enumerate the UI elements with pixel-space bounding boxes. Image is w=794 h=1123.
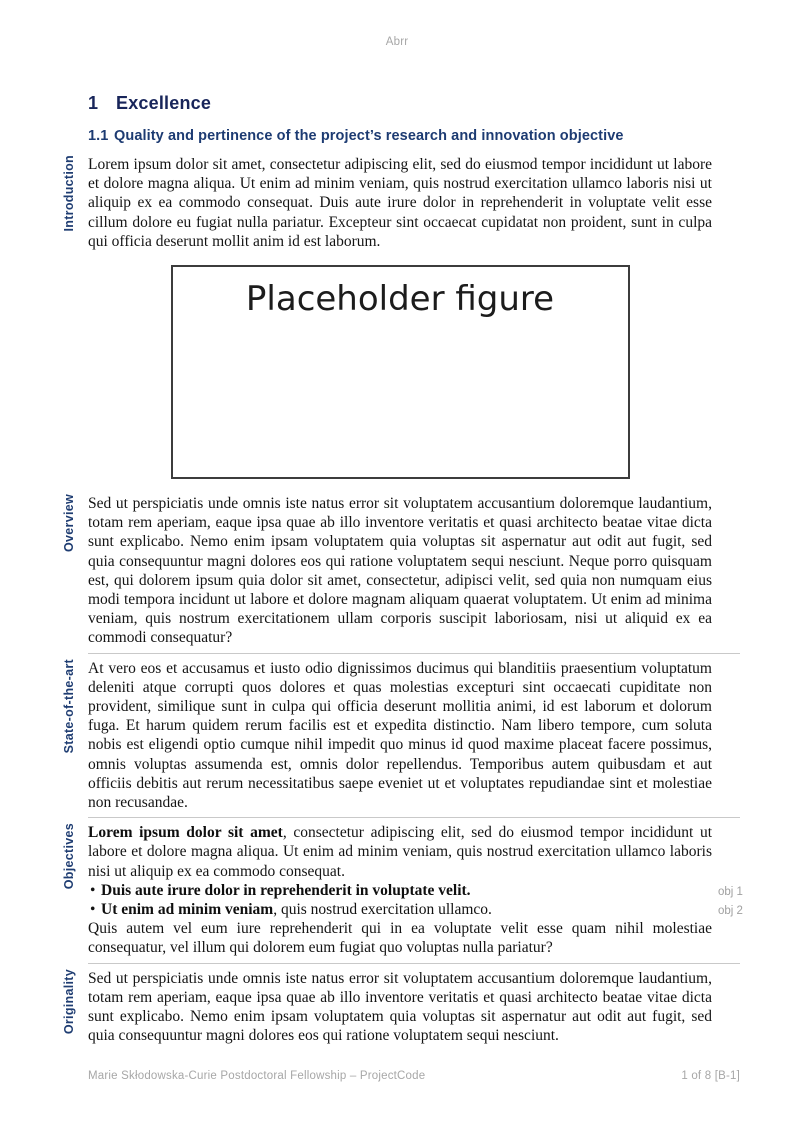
- figure-block: [88, 265, 712, 479]
- section-divider: [88, 653, 740, 654]
- placeholder-figure: [171, 265, 630, 479]
- page-footer: [88, 1070, 740, 1082]
- introduction-paragraph: Lorem ipsum dolor sit amet, consectetur adipiscing elit, sed do eiusmod tempor incididunt ut labore et dolore magna aliqua. Ut enim ad minim veniam, quis nostrud exercitation ullamco laboris nisi ut aliquip ex ea commodo consequat. Duis aute irure dolor in reprehenderit in voluptate velit esse cillum dolore eu fugiat nulla pariatur. Excepteur sint occaecat cupidatat non proident, sunt in culpa qui officia deserunt mollit anim id est laborum.: [88, 156, 712, 250]
- section-overview: [62, 494, 712, 648]
- section-state-of-the-art: [62, 658, 712, 813]
- section-introduction: [62, 155, 712, 251]
- objective-bullet-2: [88, 900, 743, 919]
- section-divider: [88, 817, 740, 818]
- footer-page-number: 1 of 8 [B-1]: [681, 1070, 740, 1082]
- state-of-the-art-paragraph: At vero eos et accusamus et iusto odio dignissimos ducimus qui blanditiis praesentium voluptatum deleniti atque corrupti quos dolores et quas molestias excepturi sint occaecati cupiditate non provident, similique sunt in culpa qui officia deserunt mollitia animi, id est laborum et dolorum fuga. Et harum quidem rerum facilis est et expedita distinctio. Nam libero tempore, cum soluta nobis est eligendi optio cumque nihil impedit quo minus id quod maxime placeat facere possimus, omnis voluptas assumenda est, omnis dolor repellendus. Temporibus autem quibusdam et aut officiis debitis aut rerum necessitatibus saepe eveniet ut et voluptates repudiandae sint et molestiae non recusandae.: [88, 659, 712, 812]
- running-header: Abrr: [385, 36, 409, 48]
- margin-note-obj-2: obj 2: [718, 905, 743, 918]
- section-originality: [62, 968, 712, 1046]
- objective-2-text: Ut enim ad minim veniam: [101, 901, 274, 919]
- bullet-icon: •: [90, 901, 96, 919]
- section-number: 1: [88, 93, 99, 113]
- objectives-intro-rest: , consectetur adipiscing elit, sed do eiusmod tempor incididunt ut labore et dolore magna aliqua. Ut enim ad minim veniam, quis nostrud exercitation ullamco laboris nisi ut aliquip ex ea commodo consequat.: [88, 824, 713, 880]
- objectives-intro-paragraph: [88, 823, 712, 881]
- subsection-title: Quality and pertinence of the project’s research and innovation objective: [114, 128, 624, 144]
- margin-label-introduction: Introduction: [62, 155, 76, 232]
- section-divider: [88, 963, 740, 964]
- margin-note-obj-1: obj 1: [718, 885, 743, 898]
- page-content: [62, 0, 743, 1046]
- objective-2-rest: , quis nostrud exercitation ullamco.: [273, 901, 492, 919]
- section-title: Excellence: [116, 93, 212, 113]
- objective-bullet-1: [88, 881, 743, 900]
- margin-label-originality: Originality: [62, 968, 76, 1034]
- margin-label-overview: Overview: [62, 494, 76, 553]
- section-heading: [88, 92, 712, 114]
- footer-document-title: Marie Skłodowska-Curie Postdoctoral Fellowship – ProjectCode: [88, 1070, 426, 1082]
- objectives-outro-paragraph: Quis autem vel eum iure reprehenderit qui in ea voluptate velit esse quam nihil molestiae consequatur, vel illum qui dolorem eum fugiat quo voluptas nulla pariatur?: [88, 920, 712, 957]
- bullet-icon: •: [90, 881, 96, 899]
- section-objectives: [62, 823, 743, 957]
- objectives-intro-bold: Lorem ipsum dolor sit amet: [88, 824, 283, 842]
- objective-1-text: Duis aute irure dolor in reprehenderit in voluptate velit.: [101, 881, 471, 899]
- margin-label-state-of-the-art: State-of-the-art: [62, 658, 76, 754]
- overview-paragraph: Sed ut perspiciatis unde omnis iste natus error sit voluptatem accusantium doloremque laudantium, totam rem aperiam, eaque ipsa quae ab illo inventore veritatis et quasi architecto beatae vitae dicta sunt explicabo. Nemo enim ipsam voluptatem quia voluptas sit aspernatur aut odit aut fugit, sed quia consequuntur magni dolores eos qui ratione voluptatem sequi nesciunt. Neque porro quisquam est, qui dolorem ipsum quia dolor sit amet, consectetur, adipisci velit, sed quia non numquam eius modi tempora incidunt ut labore et dolore magnam aliquam quaerat voluptatem. Ut enim ad minima veniam, quis nostrum exercitationem ullam corporis suscipit laboriosam, nisi ut aliquid ex ea commodi consequatur?: [88, 495, 712, 647]
- originality-paragraph: Sed ut perspiciatis unde omnis iste natus error sit voluptatem accusantium doloremque laudantium, totam rem aperiam, eaque ipsa quae ab illo inventore veritatis et quasi architecto beatae vitae dicta sunt explicabo. Nemo enim ipsam voluptatem quia voluptas sit aspernatur aut odit aut fugit, sed quia consequuntur magni dolores eos qui ratione voluptatem sequi nesciunt.: [88, 969, 712, 1045]
- margin-label-objectives: Objectives: [62, 823, 76, 890]
- subsection-number: 1.1: [88, 128, 109, 144]
- subsection-heading: [88, 127, 712, 145]
- placeholder-figure-text: Placeholder figure: [245, 279, 555, 320]
